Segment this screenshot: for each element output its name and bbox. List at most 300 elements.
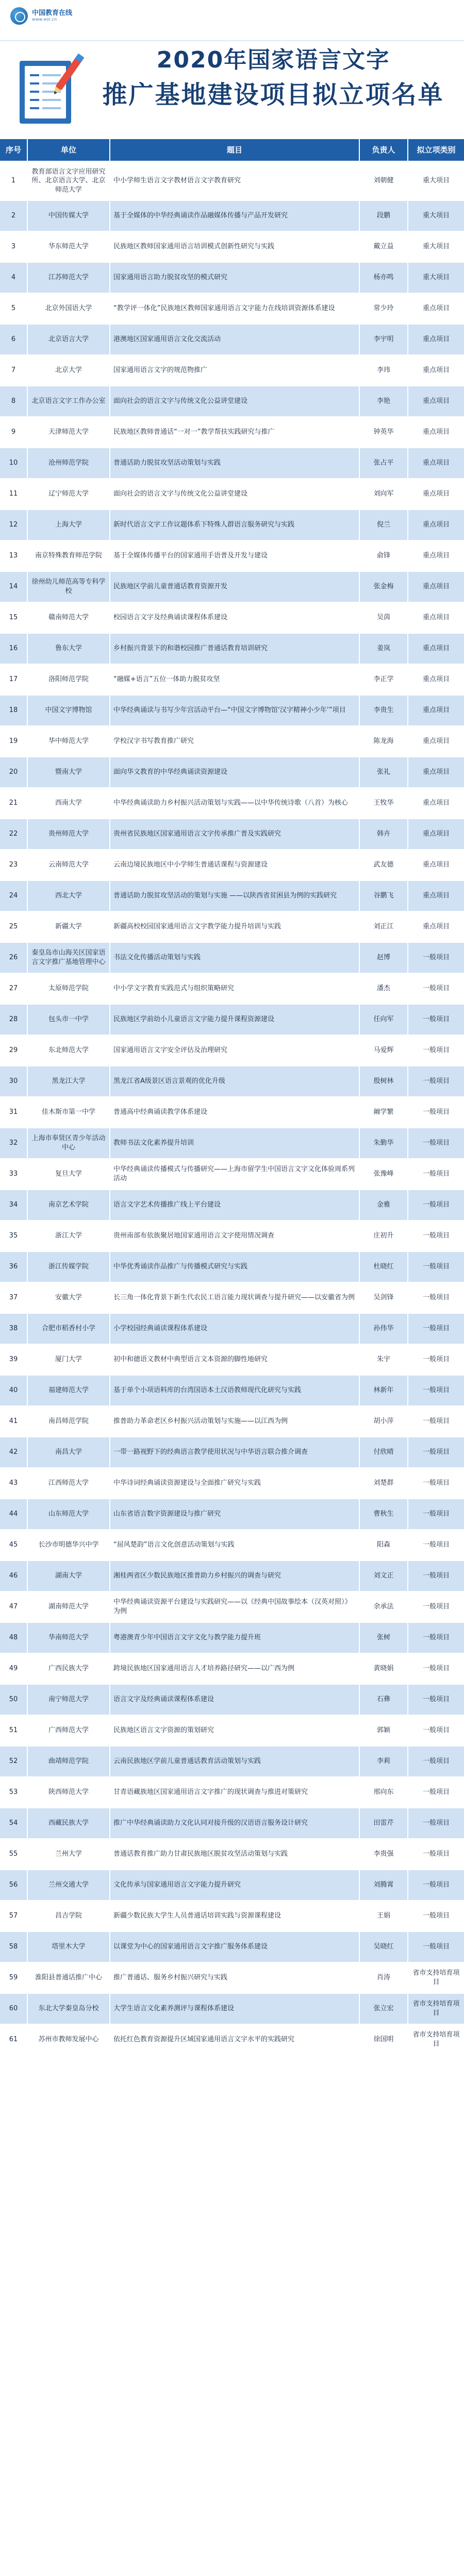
row-category: 一般项目 [422,1541,450,1549]
row-category: 一般项目 [422,1788,450,1797]
row-person: 阳森 [360,1530,408,1560]
row-number: 19 [0,726,28,756]
row-number: 38 [0,1314,28,1344]
table-row [0,1097,464,1128]
row-number: 21 [0,788,28,818]
row-person: 徐国明 [360,2025,408,2055]
table-row [0,1314,464,1345]
row-person: 韩卉 [360,819,408,849]
table-row [0,1747,464,1777]
row-number: 8 [0,386,28,416]
row-category: 重点项目 [422,861,450,869]
row-category: 重点项目 [422,304,450,313]
row-title: 普通话助力脱贫攻坚活动的策划与实施 ——以陕西省贫困县为例的实践研究 [110,881,360,911]
table-row [0,726,464,757]
row-category: 重点项目 [422,366,450,375]
row-person: 胡小萍 [360,1406,408,1436]
row-number: 5 [0,294,28,324]
row-title: 云南民族地区学前儿童普通话教育活动策划与实践 [110,1747,360,1776]
row-number: 56 [0,1870,28,1900]
row-number: 55 [0,1839,28,1869]
row-unit: 华南师范大学 [28,1623,110,1653]
row-title: 民族地区学前儿童普通话教育资源开发 [110,572,360,602]
table-row [0,1777,464,1808]
row-category: 重点项目 [422,768,450,776]
row-person: 张占平 [360,448,408,478]
row-person: 俞锋 [360,541,408,571]
row-person: 黄晓娟 [360,1654,408,1684]
row-category: 一般项目 [422,1386,450,1395]
row-unit: 曲靖师范学院 [28,1747,110,1776]
row-title: 中华优秀诵读作品推广与传播模式研究与实践 [110,1252,360,1282]
row-person: 邢向东 [360,1777,408,1807]
table-row [0,819,464,850]
row-unit: 兰州大学 [28,1839,110,1869]
row-category: 一般项目 [422,1077,450,1086]
table-row [0,1221,464,1252]
row-category: 重大项目 [422,243,450,251]
row-person: 朱勤华 [360,1128,408,1158]
row-title: 教师书法文化素养提升培训 [110,1128,360,1158]
row-title: “屈风楚韵”语言文化创意活动策划与实践 [110,1530,360,1560]
row-category: 一般项目 [422,1417,450,1426]
table-row [0,1190,464,1221]
row-person: 朱宇 [360,1345,408,1375]
row-person: 金雅 [360,1190,408,1220]
row-unit: 辽宁师范大学 [28,479,110,509]
row-number: 53 [0,1777,28,1807]
row-title: 中小学文字教育实践范式与组织策略研究 [110,974,360,1004]
row-number: 49 [0,1654,28,1684]
document-pen-icon [12,52,85,129]
row-title: “教学评一体化”民族地区教师国家通用语言文字能力在线培训资源体系建设 [110,294,360,324]
row-unit: 南京特殊教育师范学院 [28,541,110,571]
row-number: 18 [0,696,28,725]
row-unit: 洛阳师范学院 [28,665,110,694]
row-category: 一般项目 [422,954,450,962]
row-title: 中华经典诵读传播模式与传播研究——上海市留学生中国语言文字文化体验周系列活动 [110,1159,360,1189]
row-number: 2 [0,201,28,231]
row-number: 34 [0,1190,28,1220]
row-number: 16 [0,634,28,664]
row-title: 语言文字及经典诵读课程体系建设 [110,1685,360,1715]
row-person: 谷鹏飞 [360,881,408,911]
table-row [0,757,464,788]
table-row [0,1468,464,1499]
row-category: 一般项目 [422,1757,450,1766]
table-row [0,912,464,943]
row-title: 中华经典诵读与书写少年宫活动平台—“中国文字博物馆‘汉字精神小少年’”项目 [110,696,360,725]
row-title: “融媒+语言”五位一体助力脱贫攻坚 [110,665,360,694]
row-category: 重点项目 [422,335,450,344]
row-title: 国家通用语言文字的规范物推广 [110,355,360,385]
row-unit: 西北大学 [28,881,110,911]
row-unit: 暨南大学 [28,757,110,787]
site-logo[interactable] [10,7,72,25]
logo-text [32,10,72,22]
row-category: 重点项目 [422,428,450,436]
row-category: 重点项目 [422,706,450,715]
row-number: 48 [0,1623,28,1653]
row-number: 61 [0,2025,28,2055]
page-title-line2: 推广基地建设项目拟立项名单 [102,80,444,109]
row-title: 以课堂为中心的国家通用语言文字推广服务体系建设 [110,1932,360,1962]
table-row [0,1808,464,1839]
row-person: 任向军 [360,1005,408,1035]
table-row [0,1561,464,1592]
row-title: 面向社会的语言文字与传统文化公益讲堂建设 [110,386,360,416]
row-number: 39 [0,1345,28,1375]
row-person: 王娟 [360,1901,408,1931]
row-person: 李宇明 [360,325,408,354]
row-title: 乡村振兴背景下的和谐校园推广普通话教育培训研究 [110,634,360,664]
row-person: 张立宏 [360,1994,408,2024]
table-row [0,665,464,696]
row-unit: 安徽大学 [28,1283,110,1313]
row-title: 国家通用语言助力脱贫攻坚的模式研究 [110,263,360,293]
row-title: 长三角一体化背景下新生代农民工语言能力现状调查与提升研究——以安徽省为例 [110,1283,360,1313]
row-number: 37 [0,1283,28,1313]
row-unit: 包头市一中学 [28,1005,110,1035]
table-header-row [0,139,464,162]
row-number: 33 [0,1159,28,1189]
row-number: 28 [0,1005,28,1035]
table-row [0,1406,464,1437]
row-unit: 塔里木大学 [28,1932,110,1962]
row-person: 赵博 [360,943,408,973]
table-row [0,479,464,510]
row-unit: 北京外国语大学 [28,294,110,324]
table-row [0,1901,464,1932]
table-row [0,1654,464,1685]
row-unit: 广西民族大学 [28,1654,110,1684]
row-title: 面向华文教育的中华经典诵读资源建设 [110,757,360,787]
row-category: 一般项目 [422,1263,450,1271]
row-person: 刘楚群 [360,1468,408,1498]
row-number: 10 [0,448,28,478]
row-title: 新时代语言文字工作议题体系下特殊人群语言服务研究与实践 [110,510,360,540]
row-unit: 黑龙江大学 [28,1066,110,1096]
row-unit: 中国文字博物馆 [28,696,110,725]
title-block [93,44,454,113]
row-unit: 西藏民族大学 [28,1808,110,1838]
row-number: 17 [0,665,28,694]
row-title: 依托红色教育资源提升区域国家通用语言文字水平的实践研究 [110,2025,360,2055]
row-number: 23 [0,850,28,880]
row-title: 民族地区教师普通话“一对一”教学帮扶实践研究与推广 [110,417,360,447]
row-unit: 新疆大学 [28,912,110,942]
row-unit: 沧州师范学院 [28,448,110,478]
row-person: 马爱辉 [360,1036,408,1065]
table-row [0,201,464,232]
table-row [0,1685,464,1716]
table-row [0,1128,464,1159]
row-title: 推广中华经典诵读助力文化认同对接升级的汉语语言服务设计研究 [110,1808,360,1838]
row-number: 41 [0,1406,28,1436]
row-number: 20 [0,757,28,787]
row-unit: 福建师范大学 [28,1376,110,1405]
table-row [0,1994,464,2025]
row-title: 黑龙江省A级景区语言景观的优化升级 [110,1066,360,1096]
row-category: 一般项目 [422,1232,450,1240]
table-row [0,386,464,417]
logo-cn: 中国教育在线 [32,9,73,18]
row-number: 52 [0,1747,28,1776]
row-person: 常少玲 [360,294,408,324]
row-person: 陈龙海 [360,726,408,756]
table-row [0,541,464,572]
table-row [0,1036,464,1066]
table-row [0,603,464,634]
table-row [0,1283,464,1314]
column-header-title: 题目 [110,139,360,161]
table-row [0,1623,464,1654]
table-row [0,1963,464,1994]
row-unit: 长沙市明德华兴中学 [28,1530,110,1560]
row-category: 一般项目 [422,1726,450,1735]
row-number: 59 [0,1963,28,1993]
row-title: 校园语言文字及经典诵读课程体系建设 [110,603,360,633]
column-header-no: 序号 [0,139,28,161]
row-title: 民族地区学前幼小儿童语言文字能力提升课程资源建设 [110,1005,360,1035]
row-unit: 南京艺术学院 [28,1190,110,1220]
row-unit: 湖南师范大学 [28,1592,110,1622]
table-row [0,1159,464,1190]
row-category: 一般项目 [422,1170,450,1178]
row-number: 46 [0,1561,28,1591]
row-category: 重大项目 [422,177,450,185]
row-category: 一般项目 [422,1850,450,1858]
row-number: 11 [0,479,28,509]
row-unit: 西南大学 [28,788,110,818]
table-row [0,634,464,665]
row-title: 普通高中经典诵读教学体系建设 [110,1097,360,1127]
row-category: 一般项目 [422,1448,450,1456]
table-row [0,1066,464,1097]
row-person: 杨亦鸣 [360,263,408,293]
row-unit: 浙江大学 [28,1221,110,1251]
row-title: 面向社会的语言文字与传统文化公益讲堂建设 [110,479,360,509]
row-category: 重点项目 [422,645,450,653]
row-unit: 太原师范学院 [28,974,110,1004]
table-row [0,850,464,881]
row-person: 刘正江 [360,912,408,942]
row-category: 一般项目 [422,1201,450,1209]
row-title: 贵州省民族地区国家通用语言文字传承推广普及实践研究 [110,819,360,849]
row-person: 余承法 [360,1592,408,1622]
row-title: 一带一路视野下的经典语言教学使用状况与中华语言联合推介调查 [110,1437,360,1467]
table-row [0,943,464,974]
row-number: 3 [0,232,28,262]
table-row [0,1437,464,1468]
row-unit: 华中师范大学 [28,726,110,756]
row-title: 基于单个小项语料库的台湾国语本土汉语教师现代化研究与实践 [110,1376,360,1405]
row-number: 4 [0,263,28,293]
row-number: 45 [0,1530,28,1560]
row-person: 李玮 [360,355,408,385]
row-category: 一般项目 [422,1881,450,1889]
row-unit: 湖南大学 [28,1561,110,1591]
row-person: 李正学 [360,665,408,694]
row-number: 27 [0,974,28,1004]
row-unit: 秦皇岛市山海关区国家语言文字推广基地管理中心 [28,943,110,973]
row-title: 小学校园经典诵读课程体系建设 [110,1314,360,1344]
row-number: 60 [0,1994,28,2024]
table-row [0,1592,464,1623]
row-unit: 上海大学 [28,510,110,540]
row-person: 李贵强 [360,1839,408,1869]
row-title: 普通话助力脱贫攻坚活动策划与实践 [110,448,360,478]
row-category: 重大项目 [422,274,450,282]
row-category: 一般项目 [422,1108,450,1116]
table-row [0,232,464,263]
row-person: 张豫峰 [360,1159,408,1189]
row-unit: 江西师范大学 [28,1468,110,1498]
row-category: 一般项目 [422,1355,450,1364]
row-category: 一般项目 [422,1046,450,1055]
row-unit: 复旦大学 [28,1159,110,1189]
row-category: 一般项目 [422,1665,450,1673]
row-person: 付欣晴 [360,1437,408,1467]
row-unit: 佳木斯市第一中学 [28,1097,110,1127]
row-person: 钟英华 [360,417,408,447]
table-row [0,1345,464,1376]
row-person: 庄初升 [360,1221,408,1251]
row-unit: 云南师范大学 [28,850,110,880]
row-person: 李莉 [360,1747,408,1776]
row-category: 一般项目 [422,1634,450,1642]
row-unit: 南宁师范大学 [28,1685,110,1715]
row-unit: 昌吉学院 [28,1901,110,1931]
row-title: 普通话教育推广助力甘肃民族地区脱贫攻坚活动策划与实践 [110,1839,360,1869]
row-title: 大学生语言文化素养测评与课程体系建设 [110,1994,360,2024]
header-divider [0,40,464,41]
row-number: 30 [0,1066,28,1096]
logo-icon [10,7,28,25]
row-person: 刘朝健 [360,162,408,200]
row-number: 7 [0,355,28,385]
row-number: 26 [0,943,28,973]
row-unit: 江苏师范大学 [28,263,110,293]
table-row [0,696,464,726]
row-title: 文化传承与国家通用语言文字能力提升研究 [110,1870,360,1900]
row-person: 田雷芹 [360,1808,408,1838]
table-row [0,355,464,386]
row-unit: 浙江传媒学院 [28,1252,110,1282]
row-person: 武友德 [360,850,408,880]
row-person: 张礼 [360,757,408,787]
row-number: 57 [0,1901,28,1931]
row-title: 民族地区教师国家通用语言培训模式创新性研究与实践 [110,232,360,262]
row-person: 阚学繁 [360,1097,408,1127]
row-person: 段鹏 [360,201,408,231]
row-person: 倪兰 [360,510,408,540]
row-person: 李贵生 [360,696,408,725]
row-title: 基于全媒体传播平台的国家通用手语普及开发与建设 [110,541,360,571]
row-number: 40 [0,1376,28,1405]
row-unit: 赣南师范大学 [28,603,110,633]
row-unit: 北京语言大学 [28,325,110,354]
table-row [0,510,464,541]
row-number: 51 [0,1716,28,1745]
row-number: 22 [0,819,28,849]
row-person: 郭颖 [360,1716,408,1745]
row-number: 24 [0,881,28,911]
row-unit: 上海市奉贤区青少年活动中心 [28,1128,110,1158]
row-unit: 淮阳县普通话推广中心 [28,1963,110,1993]
row-category: 一般项目 [422,1912,450,1920]
header [0,0,464,139]
row-title: 语言文字艺术传播推广线上平台建设 [110,1190,360,1220]
row-person: 孙伟华 [360,1314,408,1344]
table-row [0,162,464,201]
row-category: 一般项目 [422,1479,450,1487]
row-title: 新疆高校校园国家通用语言文字教学能力提升培训与实践 [110,912,360,942]
row-category: 重点项目 [422,397,450,405]
row-title: 推普助力革命老区乡村振兴活动策划与实施——以江西为例 [110,1406,360,1436]
row-person: 李艳 [360,386,408,416]
row-number: 54 [0,1808,28,1838]
row-category: 一般项目 [422,1696,450,1704]
row-title: 山东省语言数字资源建设与推广研究 [110,1499,360,1529]
row-category: 重点项目 [422,459,450,467]
row-category: 重点项目 [422,490,450,498]
row-category: 一般项目 [422,1510,450,1518]
table-row [0,2025,464,2056]
row-title: 中华经典诵读资源平台建设与实践研究——以《经典中国故事绘本（汉英对照）》为例 [110,1592,360,1622]
row-category: 重点项目 [422,892,450,900]
row-person: 杜晓红 [360,1252,408,1282]
row-unit: 教育部语言文字应用研究所、北京语言大学、北京师范大学 [28,162,110,200]
row-category: 省市支持培育项目 [412,2000,460,2017]
row-number: 25 [0,912,28,942]
row-title: 书法文化传播活动策划与实践 [110,943,360,973]
row-category: 重点项目 [422,675,450,684]
row-category: 一般项目 [422,1603,450,1611]
row-number: 14 [0,572,28,602]
table-row [0,572,464,603]
table-row [0,1252,464,1283]
row-person: 姜岚 [360,634,408,664]
row-unit: 山东师范大学 [28,1499,110,1529]
row-number: 31 [0,1097,28,1127]
row-person: 张金梅 [360,572,408,602]
row-unit: 兰州交通大学 [28,1870,110,1900]
row-title: 跨境民族地区国家通用语言人才培养路径研究——以广西为例 [110,1654,360,1684]
row-number: 36 [0,1252,28,1282]
row-person: 肖涛 [360,1963,408,1993]
row-category: 一般项目 [422,1572,450,1580]
page-title-line1: 2020年国家语言文字 [156,47,390,73]
table-row [0,325,464,355]
table-row [0,1376,464,1406]
row-category: 重点项目 [422,923,450,931]
column-header-category: 拟立项类别 [417,145,456,155]
row-number: 15 [0,603,28,633]
row-category: 重点项目 [422,552,450,560]
row-number: 50 [0,1685,28,1715]
row-person: 王牧华 [360,788,408,818]
row-number: 6 [0,325,28,354]
row-unit: 广西师范大学 [28,1716,110,1745]
table-row [0,974,464,1005]
table-row [0,881,464,912]
row-number: 47 [0,1592,28,1622]
column-header-unit: 单位 [28,139,110,161]
row-title: 国家通用语言文字安全评估及治理研究 [110,1036,360,1065]
row-person: 刘文正 [360,1561,408,1591]
row-number: 42 [0,1437,28,1467]
